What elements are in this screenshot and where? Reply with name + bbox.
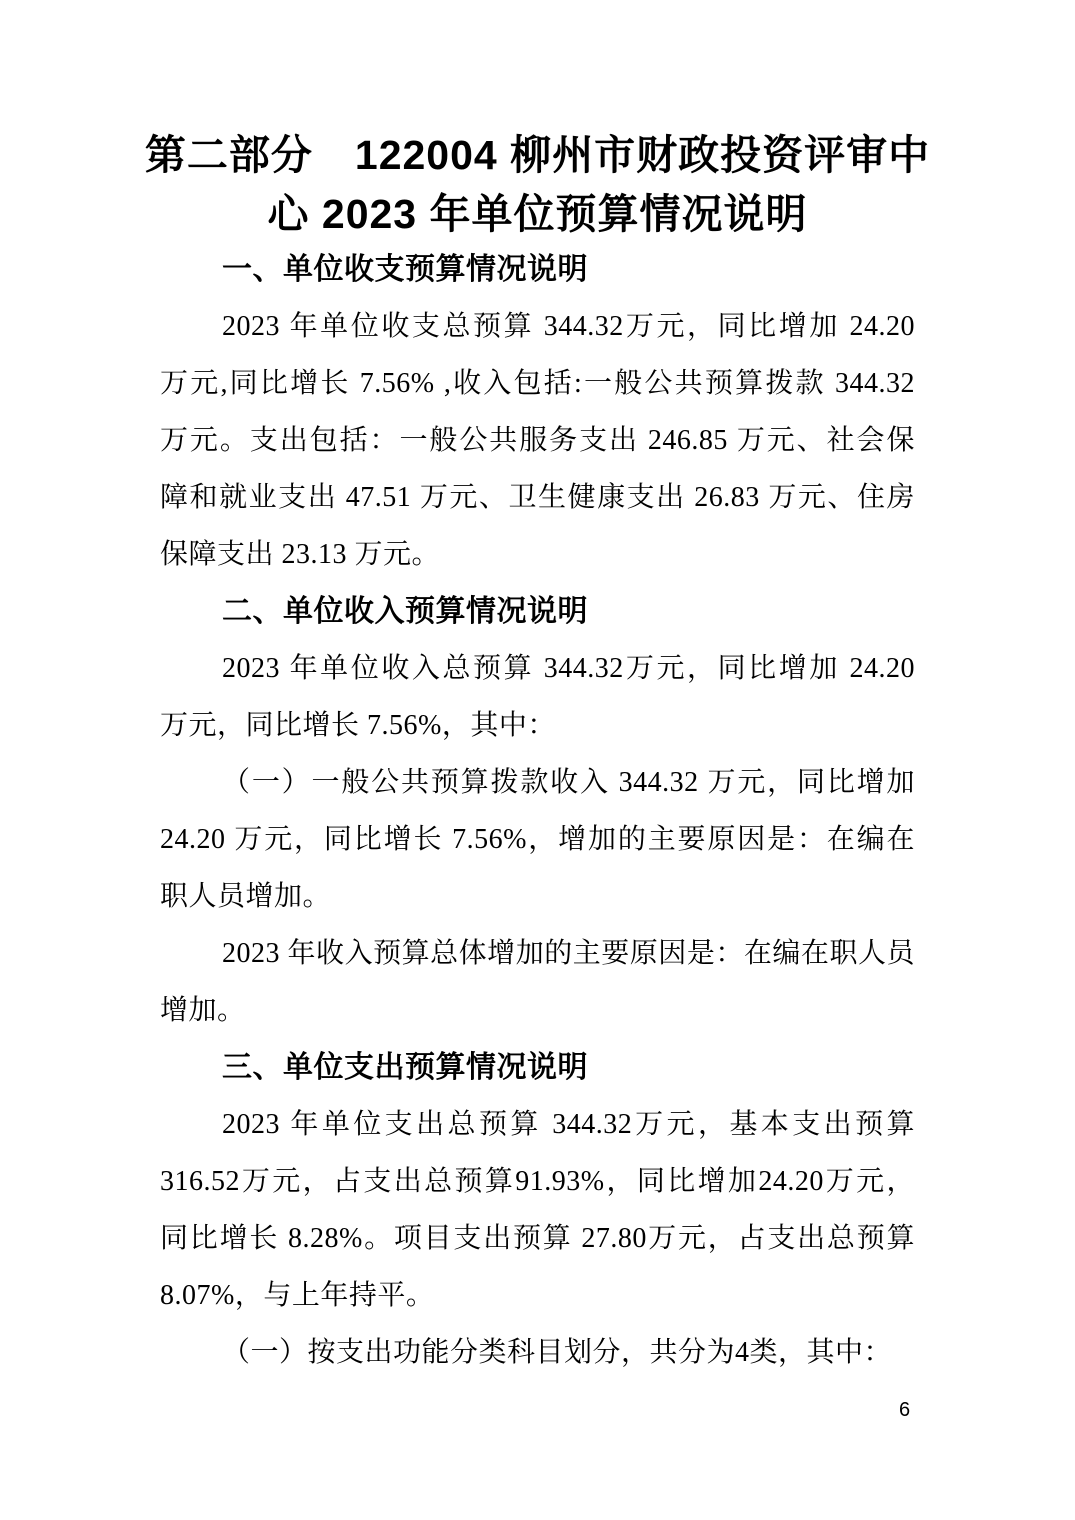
paragraph-line: 2023 年收入预算总体增加的主要原因是：在编在职人员 <box>222 938 915 969</box>
paragraph-line: （一）一般公共预算拨款收入 344.32 万元，同比增加 <box>222 767 915 798</box>
paragraph-line: 职人员增加。 <box>160 881 332 912</box>
section-income-expenditure <box>160 241 915 583</box>
paragraph-line: 万元。支出包括：一般公共服务支出 246.85 万元、社会保 <box>160 425 915 456</box>
paragraph-line: 增加。 <box>160 995 246 1026</box>
section-income <box>160 583 915 1039</box>
section-heading: 二、单位收入预算情况说明 <box>222 595 588 628</box>
paragraph-line: 同比增长 8.28%。项目支出预算 27.80万元，占支出总预算 <box>160 1223 915 1254</box>
paragraph-line: （一）按支出功能分类科目划分，共分为4类，其中： <box>222 1337 893 1368</box>
paragraph-line: 障和就业支出 47.51 万元、卫生健康支出 26.83 万元、住房 <box>160 482 915 513</box>
paragraph-line: 保障支出 23.13 万元。 <box>160 539 441 570</box>
document-title-line-1: 第二部分 122004 柳州市财政投资评审中 <box>144 132 931 178</box>
document-title <box>70 126 1005 244</box>
paragraph <box>160 1324 915 1381</box>
paragraph-line: 24.20 万元，同比增长 7.56%，增加的主要原因是：在编在 <box>160 824 915 855</box>
paragraph-line: 2023 年单位支出总预算 344.32万元，基本支出预算 <box>222 1109 915 1140</box>
paragraph <box>160 298 915 583</box>
paragraph <box>160 754 915 925</box>
document-title-line-2: 心 2023 年单位预算情况说明 <box>267 191 808 237</box>
section-heading: 一、单位收支预算情况说明 <box>222 253 588 286</box>
paragraph-line: 万元,同比增长 7.56% ,收入包括:一般公共预算拨款 344.32 <box>160 368 915 399</box>
section-expenditure <box>160 1039 915 1381</box>
paragraph <box>160 925 915 1039</box>
section-heading: 三、单位支出预算情况说明 <box>222 1051 588 1084</box>
page-number: 6 <box>899 1399 911 1421</box>
paragraph <box>160 640 915 754</box>
paragraph <box>160 1096 915 1324</box>
document-body <box>160 241 915 1381</box>
paragraph-line: 2023 年单位收入总预算 344.32万元，同比增加 24.20 <box>222 653 915 684</box>
paragraph-line: 万元，同比增长 7.56%，其中： <box>160 710 556 741</box>
paragraph-line: 316.52万元，占支出总预算91.93%，同比增加24.20万元， <box>160 1166 915 1197</box>
paragraph-line: 2023 年单位收支总预算 344.32万元，同比增加 24.20 <box>222 311 915 342</box>
paragraph-line: 8.07%，与上年持平。 <box>160 1280 435 1311</box>
